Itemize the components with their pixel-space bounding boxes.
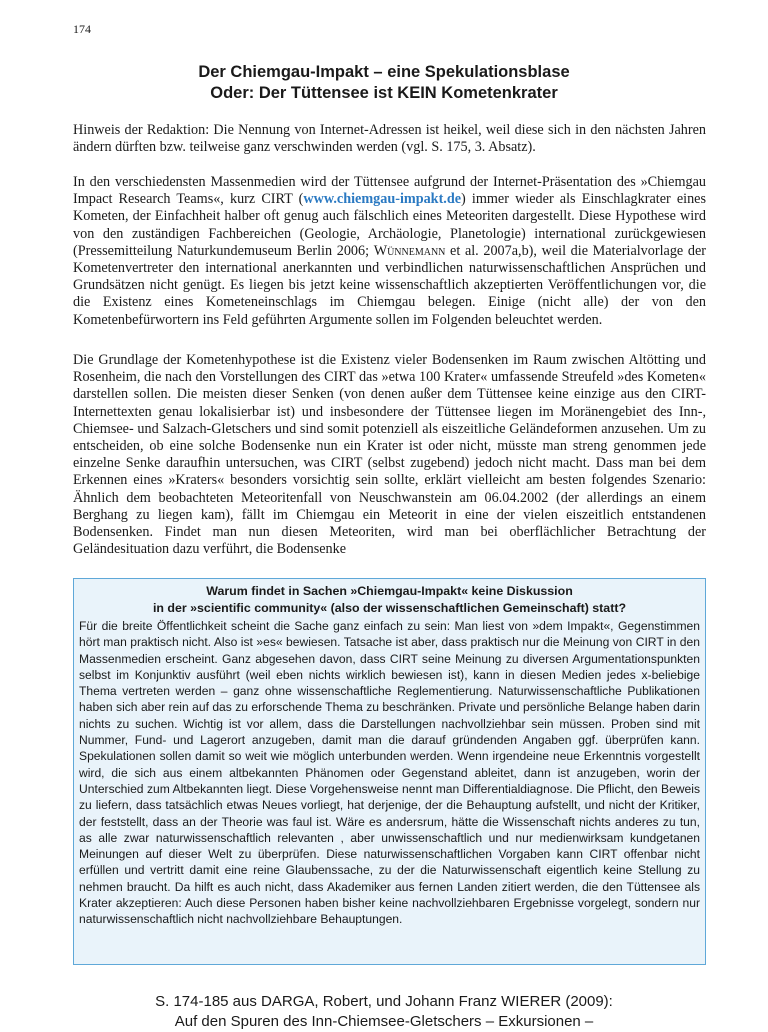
page-number: 174	[73, 22, 91, 36]
author-name: Wünnemann	[373, 242, 446, 259]
paragraph-1-before-link: In den verschiedensten Massenmedien wird der Tüttensee aufgrund der Internet-Präsentation des »Chiemgau Impact Research Teams«, kurz CIRT (	[73, 174, 706, 208]
article-title	[0, 62, 768, 104]
paragraph-1-after-author: et al. 2007a,b), weil die Materialvorlage der Kometenvertreter den international anerkannten und verbindlichen naturwissenschaftlichen Ansprüchen und Grundsätzen nicht genügt. Es liegen bis jetzt keine wissenschaftlich akzeptierten Veröffentlichungen vor, die die Existenz eines Kometeneinschlags im Chiemgau belegen. Einige (nicht alle) der von den Kometenbefürwortern ins Feld geführten Argumente sollen im Folgenden beleuchtet werden.	[73, 242, 706, 328]
paragraph-1-text	[73, 174, 706, 329]
info-box	[73, 578, 706, 965]
source-citation	[0, 992, 768, 1032]
title-line-2: Oder: Der Tüttensee ist KEIN Kometenkrater	[210, 84, 558, 102]
paragraph-2-text: Die Grundlage der Kometenhypothese ist die Existenz vieler Bodensenken im Raum zwischen Altötting und Rosenheim, die nach den Vorstellungen des CIRT das »etwa 100 Krater« umfassende Streufeld »des Kometen« darstellen sollen. Die meisten dieser Senken (von denen außer dem Tüttensee keine einzige aus den CIRT-Internettexten genau lokalisierbar ist) und insbesondere der Tüttensee liegen im Moränengebiet des Inn-, Chiemsee- und Salzach-Gletschers und sind somit potenziell als eiszeitliche Geländeformen anzusehen. Um zu entscheiden, ob eine solche Bodensenke nun ein Krater ist oder nicht, müsste man streng genommen jede einzelne Senke daraufhin untersuchen, was CIRT (selbst zugebend) jedoch nicht macht. Dass man bei dem Erkennen eines »Kraters« besonders vorsichtig sein sollte, erklärt vielleicht am besten folgendes Szenario: Ähnlich dem beobachteten Meteoritenfall von Neuschwanstein am 06.04.2002 (der allerdings an einem Berghang zu liegen kam), fällt im Chiemgau ein Meteorit in eine der vielen eiszeitlich entstandenen Bodensenken. Findet man nun diesen Meteoriten, wird man bei oberflächlicher Betrachtung der Geländesituation dazu verführt, die Bodensenke	[73, 352, 706, 558]
info-box-heading-line-2: in der »scientific community« (also der wissenschaftlichen Gemeinschaft) statt?	[152, 600, 627, 615]
editor-note-text: Hinweis der Redaktion: Die Nennung von Internet-Adressen ist heikel, weil diese sich in den nächsten Jahren ändern dürften bzw. teilweise ganz verschwinden werden (vgl. S. 175, 3. Absatz).	[73, 122, 706, 156]
cirt-website-link[interactable]: www.chiemgau-impakt.de	[303, 191, 462, 208]
title-line-1: Der Chiemgau-Impakt – eine Spekulationsblase	[198, 63, 570, 81]
info-box-heading-line-1: Warum findet in Sachen »Chiemgau-Impakt« keine Diskussion	[206, 584, 573, 598]
editor-note	[73, 122, 706, 156]
paragraph-1	[73, 174, 706, 329]
info-box-heading	[79, 583, 700, 616]
citation-line-1: S. 174-185 aus DARGA, Robert, und Johann Franz WIERER (2009):	[155, 993, 613, 1010]
info-box-text: Für die breite Öffentlichkeit scheint die Sache ganz einfach zu sein: Man liest von »dem Impakt«, Gegenstimmen hört man praktisch nicht. Also ist »es« bewiesen. Tatsache ist aber, dass praktisch nur die Meinung von CIRT in den Massenmedien erscheint. Ganz abgesehen davon, dass CIRT seine Meinung zu diversen Argumentationspunkten selbst im Konjunktiv ausführt (weil eben nichts wirklich bewiesen ist), kann in diesen Medien jedes x-beliebige Thema vertreten werden – ganz ohne wissenschaftliche Reglementierung. Naturwissenschaftliche Publikationen haben sich aber rein auf das zu erforschende Thema zu beschränken. Private und persönliche Belange haben darin nichts zu suchen. Wichtig ist vor allem, dass die Darstellungen nachvollziehbar sein müssen. Proben sind mit Nummer, Fund- und Lagerort anzugeben, damit man die darauf gründenden Angaben ggf. überprüfen kann. Spekulationen sollen damit so weit wie möglich unterbunden werden. Wenn irgendeine neue Erkenntnis vorgestellt wird, die sich aus einem altbekannten Phänomen oder Gegenstand ableitet, dann ist anzugeben, worin der Unterschied zum Altbekannten liegt. Diese Vorgehensweise nennt man Differentialdiagnose. Die Pflicht, den Beweis zu liefern, dass tatsächlich etwas Neues vorliegt, hat derjenige, der die Behauptung aufstellt, und nicht der Kritiker, der feststellt, dass an der Theorie was faul ist. Wäre es andersrum, hätte die Wissenschaft nichts anderes zu tun, as alle zwar naturwissenschaftlich relevanten , aber unwissenschaftlich und nur medienwirksam kundgetanen Meinungen auf dieser Welt zu überprüfen. Diese naturwissenschaftlichen Vorgaben kann CIRT offenbar nicht erfüllen und vertritt damit eine reine Glaubenssache, zu der die Naturwissenschaft eigentlich keine Stellung zu nehmen braucht. Da hilft es auch nicht, dass Akademiker aus fernen Landen zitiert werden, die den Tüttensee als Krater akzeptieren: Auch diese Personen haben bisher keine nachvollziehbaren Ergebnisse vorgelegt, sondern nur naturwissenschaftlich nicht nachvollziehbare Behauptungen.	[79, 619, 700, 927]
citation-line-2: Auf den Spuren des Inn-Chiemsee-Gletschers – Exkursionen –	[174, 1013, 594, 1030]
paragraph-1-after-link: ) immer wieder als Einschlagkrater eines Kometen, der Einfachheit halber oft genug auch fälschlich eines Meteoriten dargestellt. Diese Hypothese wird von den zuständigen Fachbereichen (Geologie, Archäologie, Planetologie) international zurückgewiesen (Pressemitteilung Naturkundemuseum Berlin 2006;	[73, 191, 706, 259]
paragraph-2	[73, 352, 706, 558]
